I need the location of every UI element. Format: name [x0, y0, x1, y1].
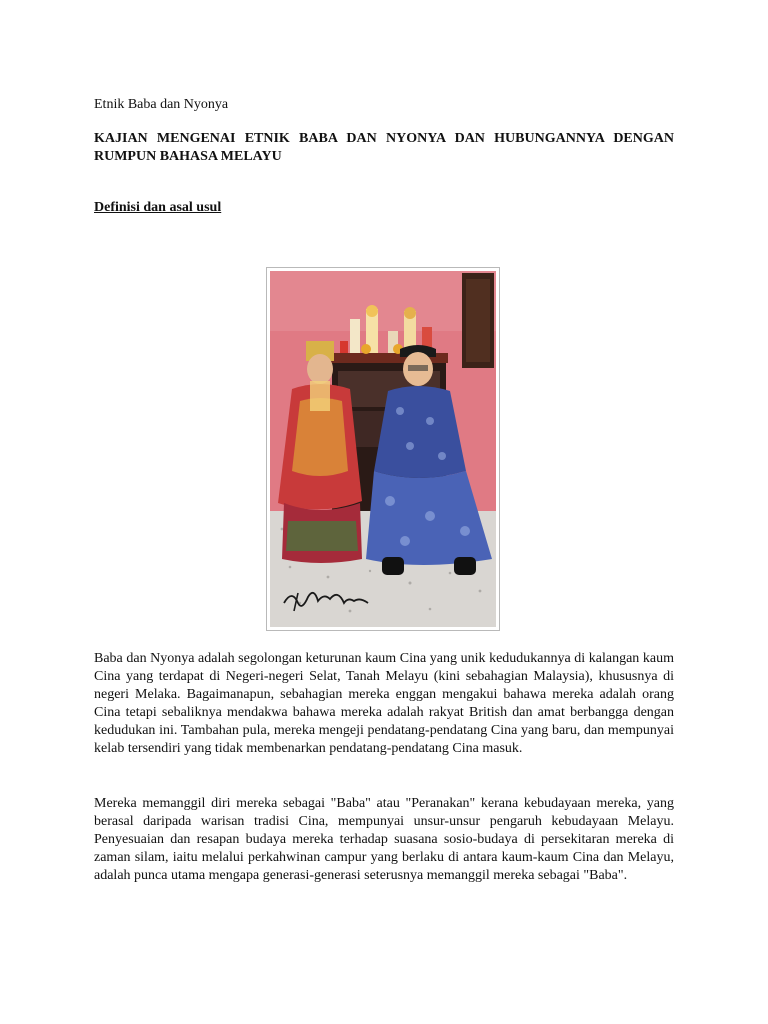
document-label: Etnik Baba dan Nyonya — [94, 97, 229, 112]
paragraph-2: Mereka memanggil diri mereka sebagai "Baba" atau "Peranakan" kerana kebudayaan mereka, yang berasal daripada warisan tradisi Cina, mempunyai unsur-unsur pengaruh kebudayaan Melayu. Penyesuaian dan resapan budaya mereka terhadap suasana sosio-budaya di persekitaran mereka di zaman silam, iaitu melalui perkahwinan campur yang berlaku di antara kaum-kaum Cina dan Melayu, adalah punca utama mengapa generasi-generasi seterusnya memanggil mereka sebagai "Baba". — [94, 796, 674, 884]
document-title: KAJIAN MENGENAI ETNIK BABA DAN NYONYA DAN HUBUNGANNYA DENGAN RUMPUN BAHASA MELAYU — [94, 131, 674, 164]
section-heading: Definisi dan asal usul — [94, 200, 222, 215]
document-page — [94, 0, 674, 1024]
photo-baba-nyonya-couple — [270, 271, 496, 627]
photo-figure — [266, 267, 500, 631]
paragraph-1: Baba dan Nyonya adalah segolongan keturunan kaum Cina yang unik kedudukannya di kalangan kaum Cina yang terdapat di Negeri-negeri Selat, Tanah Melayu (kini sebahagian Malaysia), khususnya di negeri Melaka. Bagaimanapun, sebahagian mereka enggan mengakui bahawa mereka adalah orang Cina tetapi sebaliknya mendakwa bahawa mereka adalah rakyat British dan amat berbangga dengan kedudukan ini. Tambahan pula, mereka mengeji pendatang-pendatang Cina yang baru, dan mempunyai kelab tersendiri yang tidak membenarkan pendatang-pendatang Cina masuk. — [94, 651, 674, 757]
